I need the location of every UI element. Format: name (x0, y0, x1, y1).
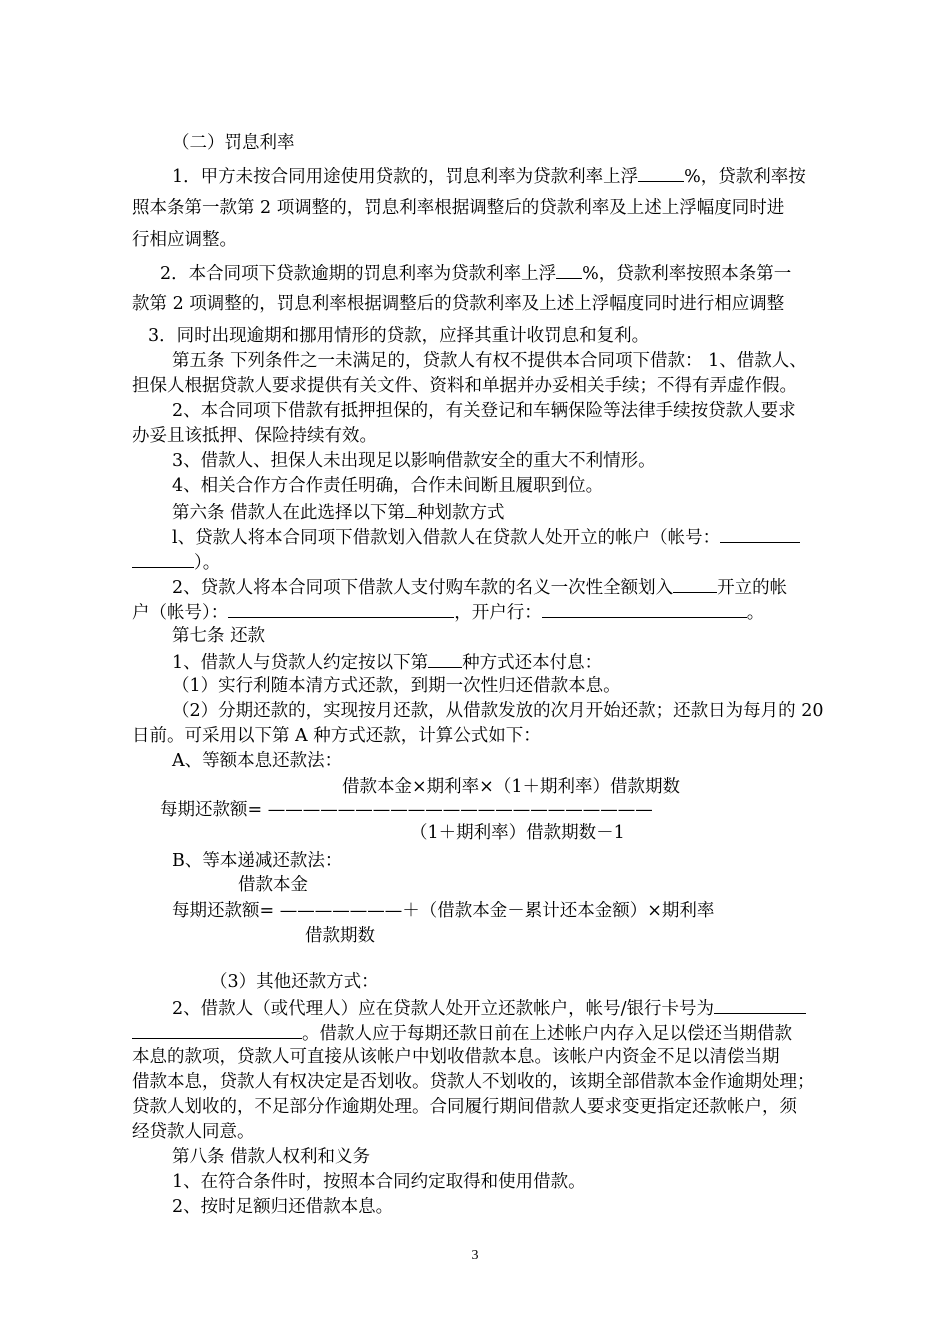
blank-field (720, 524, 800, 543)
blank-field (714, 995, 806, 1014)
text-line: 借款本息，贷款人有权决定是否划收。贷款人不划收的，该期全部借款本金作逾期处理； (132, 1072, 815, 1092)
text-line: 2、贷款人将本合同项下借款人支付购车款的名义一次性全额划入 开立的帐 (172, 574, 787, 600)
text-line: 3．同时出现逾期和挪用情形的贷款，应择其重计收罚息和复利。 (148, 326, 650, 346)
blank-field (228, 599, 454, 618)
formula-numerator: 借款本金×期利率×（1＋期利率）借款期数 (342, 777, 680, 797)
text-line: 1、借款人与贷款人约定按以下第 种方式还本付息： (172, 649, 602, 675)
text-line: （2）分期还款的，实现按月还款，从借款发放的次月开始还款；还款日为每月的 20 (172, 701, 824, 721)
text-line: 1．甲方未按合同用途使用贷款的，罚息利率为贷款利率上浮 %，贷款利率按 (172, 163, 806, 189)
text-line: ）。 (132, 549, 220, 575)
formula-line: 每期还款额= ———————＋（借款本金－累计还本金额）×期利率 (172, 901, 715, 921)
text-line: 款第 2 项调整的，罚息利率根据调整后的贷款利率及上述上浮幅度同时进行相应调整 (132, 294, 785, 314)
text-line: 1、在符合条件时，按照本合同约定取得和使用借款。 (172, 1172, 586, 1192)
text-line: 3、借款人、担保人未出现足以影响借款安全的重大不利情形。 (172, 451, 656, 471)
blank-field (428, 649, 462, 668)
text-line: 4、相关合作方合作责任明确，合作未间断且履职到位。 (172, 476, 604, 496)
text-line: 第五条 下列条件之一未满足的，贷款人有权不提供本合同项下借款： 1、借款人、 (172, 351, 807, 371)
text-line: （二）罚息利率 (172, 133, 295, 153)
blank-field (638, 163, 684, 182)
blank-field (132, 549, 194, 568)
page-number: 3 (471, 1248, 479, 1263)
text-line: 日前。可采用以下第 A 种方式还款，计算公式如下： (132, 726, 541, 746)
text-line: 第七条 还款 (172, 626, 266, 646)
text-line: 2、按时足额归还借款本息。 (172, 1197, 394, 1217)
text-line: 照本条第一款第 2 项调整的，罚息利率根据调整后的贷款利率及上述上浮幅度同时进 (132, 198, 785, 218)
text-line: B、等本递减还款法： (172, 851, 343, 871)
text-line: 经贷款人同意。 (132, 1122, 255, 1142)
text-line: l、贷款人将本合同项下借款划入借款人在贷款人处开立的帐户（帐号： (172, 524, 800, 550)
text-line: 贷款人划收的，不足部分作逾期处理。合同履行期间借款人要求变更指定还款帐户，须 (132, 1097, 797, 1117)
text-line: 2、借款人（或代理人）应在贷款人处开立还款帐户，帐号/银行卡号为 (172, 995, 806, 1021)
text-line: 担保人根据贷款人要求提供有关文件、资料和单据并办妥相关手续；不得有弄虚作假。 (132, 376, 797, 396)
text-line: 户（帐号）： ，开户行： 。 (132, 599, 764, 625)
blank-field (556, 260, 582, 279)
text-line: 行相应调整。 (132, 230, 237, 250)
text-line: A、等额本息还款法： (172, 751, 343, 771)
text-line: 本息的款项，贷款人可直接从该帐户中划收借款本息。该帐户内资金不足以清偿当期 (132, 1047, 780, 1067)
text-line: 第八条 借款人权利和义务 (172, 1147, 371, 1167)
text-line: （1）实行利随本清方式还款，到期一次性归还借款本息。 (172, 676, 621, 696)
blank-field (132, 1020, 302, 1039)
text-line: 2、本合同项下借款有抵押担保的，有关登记和车辆保险等法律手续按贷款人要求 (172, 401, 796, 421)
text-line: 第六条 借款人在此选择以下第 种划款方式 (172, 499, 505, 525)
blank-field (405, 499, 417, 518)
blank-field (542, 599, 747, 618)
text-line: （3）其他还款方式： (210, 972, 379, 992)
text-line: 。借款人应于每期还款日前在上述帐户内存入足以偿还当期借款 (132, 1020, 792, 1046)
formula-numerator: 借款本金 (238, 875, 308, 895)
formula-denominator: 借款期数 (305, 926, 375, 946)
text-line: 办妥且该抵押、保险持续有效。 (132, 426, 377, 446)
formula-denominator: （1＋期利率）借款期数－1 (410, 823, 625, 843)
formula-line: 每期还款额= —————————————————————— (160, 800, 653, 820)
blank-field (673, 574, 717, 593)
text-line: 2．本合同项下贷款逾期的罚息利率为贷款利率上浮 %，贷款利率按照本条第一 (160, 260, 791, 286)
